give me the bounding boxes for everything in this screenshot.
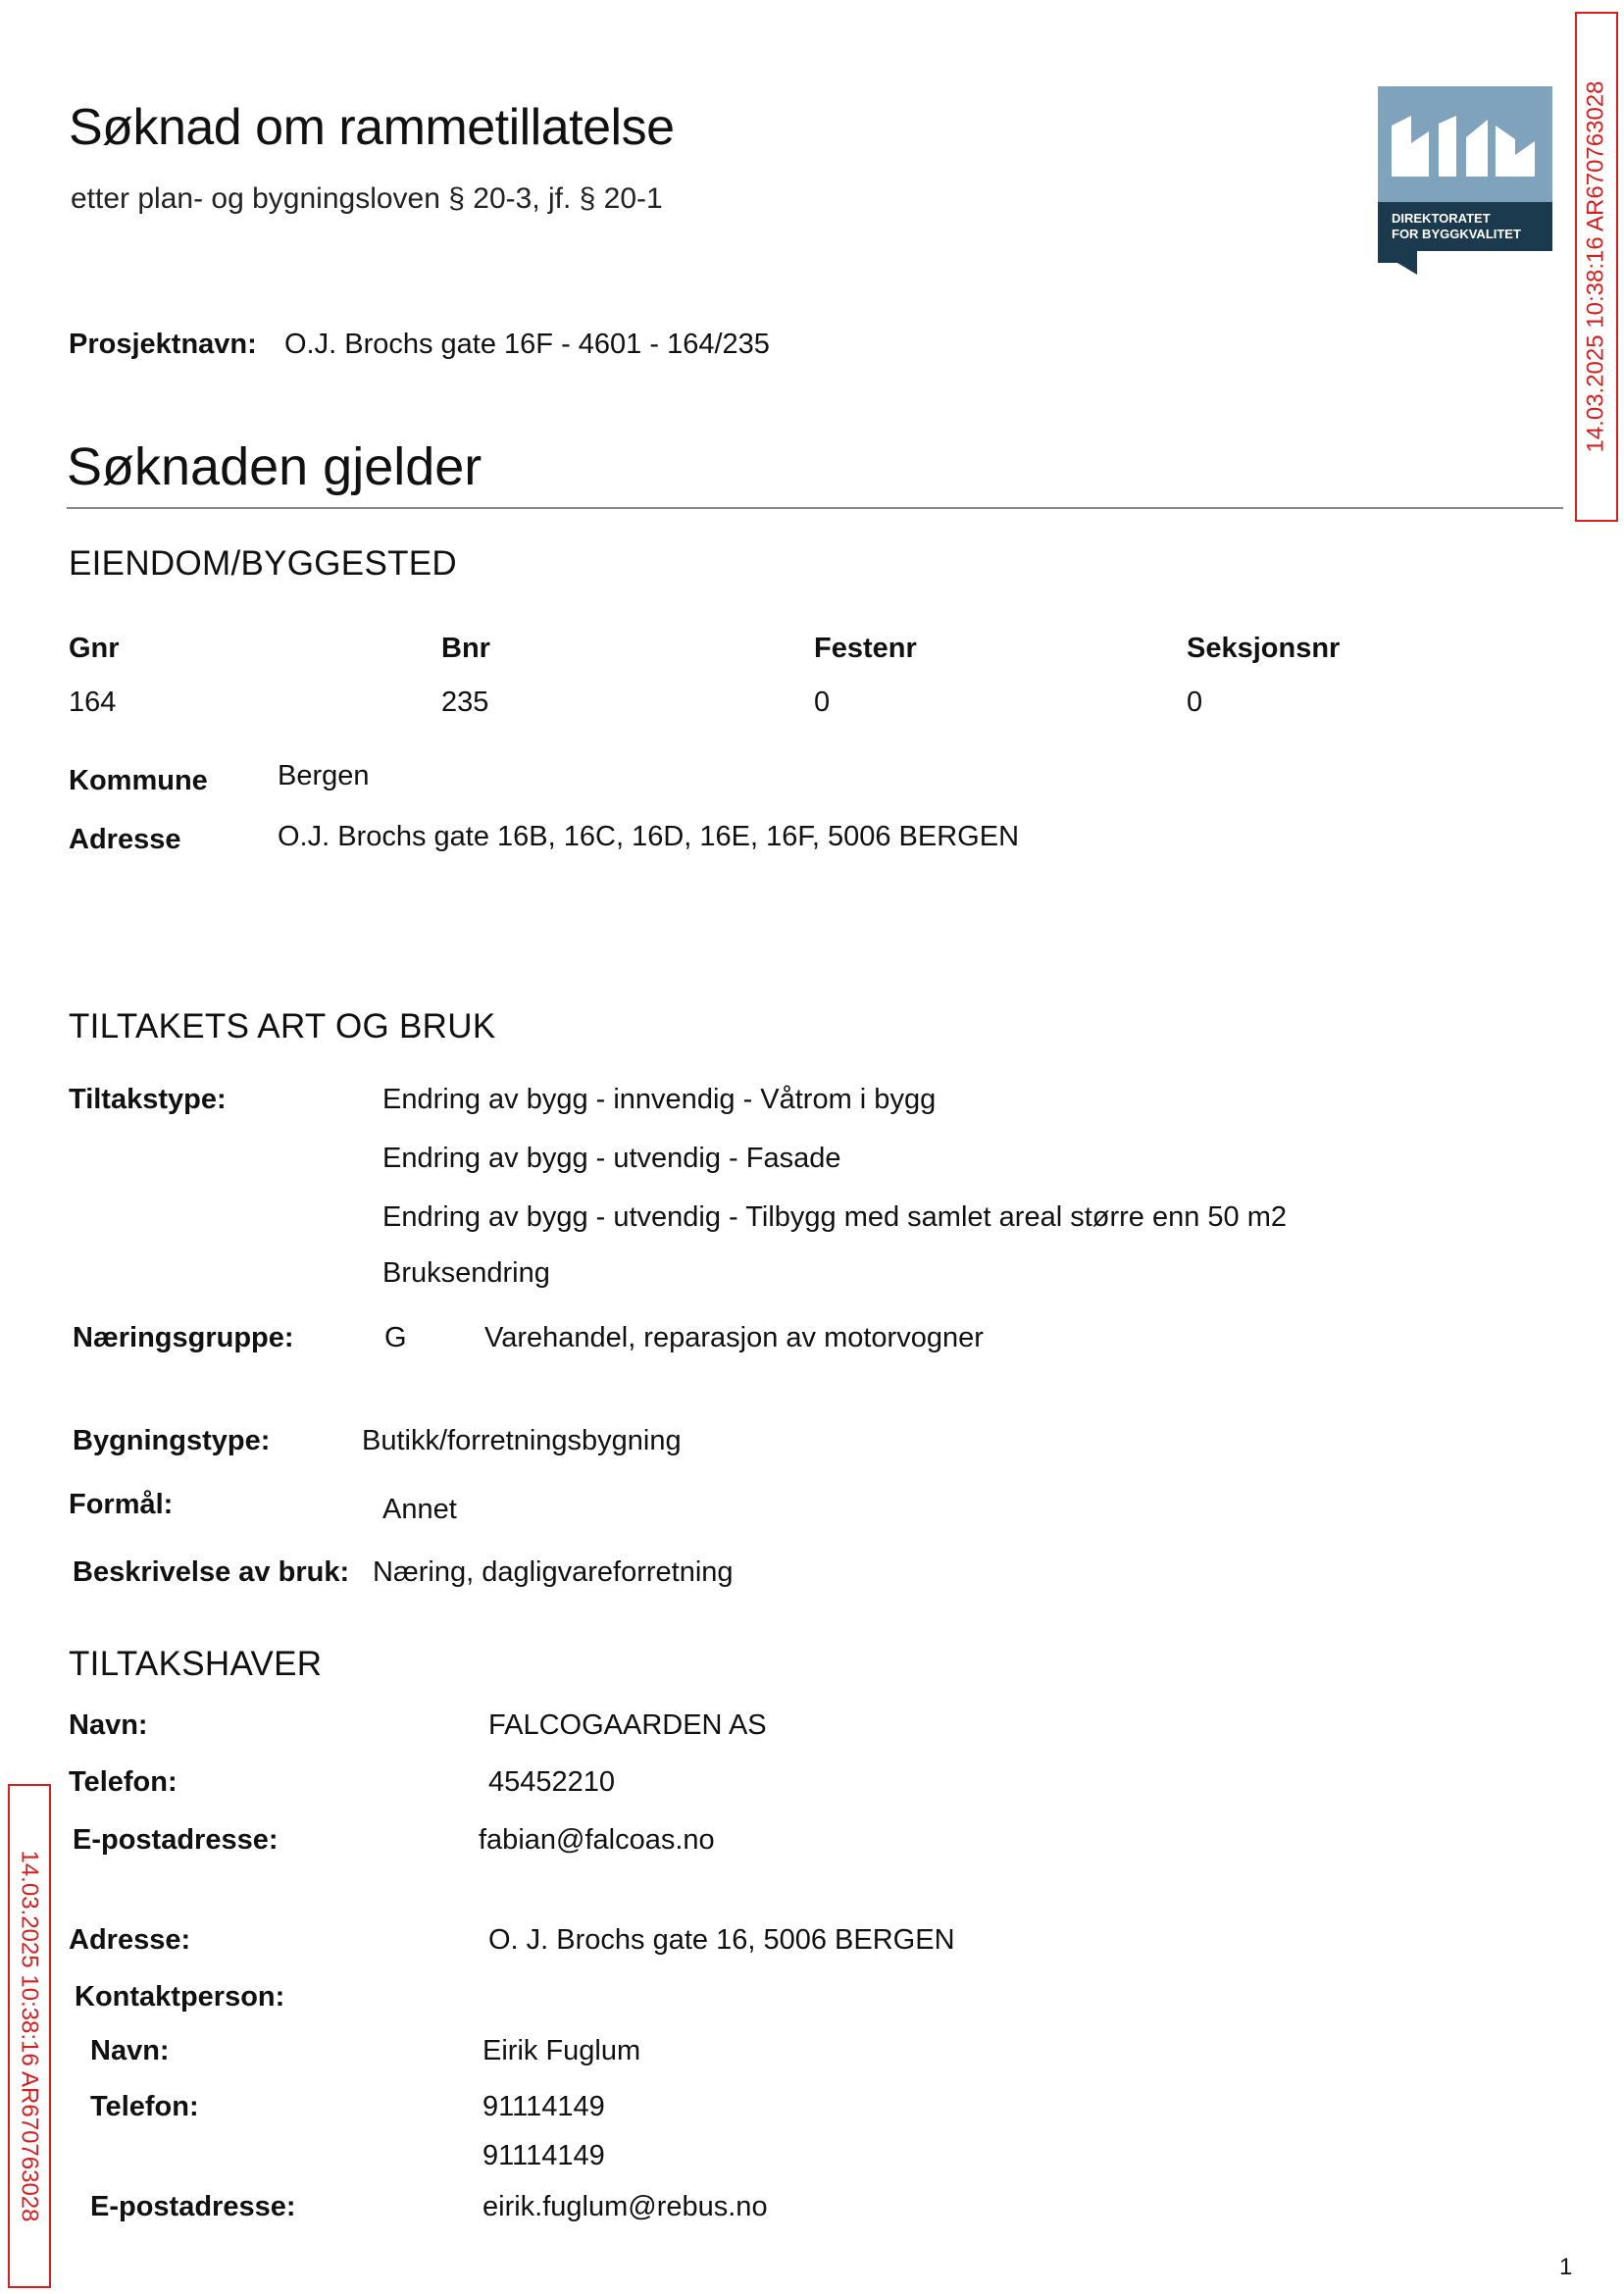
stamp-text: 14.03.2025 10:38:16 AR670763028 — [17, 1850, 43, 2222]
tiltakshaver-adresse-value: O. J. Brochs gate 16, 5006 BERGEN — [488, 1924, 955, 1956]
tiltakshaver-adresse-label: Adresse: — [69, 1924, 191, 1956]
beskrivelse-label: Beskrivelse av bruk: — [73, 1556, 350, 1588]
kontakt-telefon-value: 91114149 — [482, 2140, 605, 2171]
telefon-label: Telefon: — [69, 1766, 178, 1798]
gnr-label: Gnr — [69, 633, 120, 664]
kommune-label: Kommune — [69, 765, 208, 796]
logo-text-line1: DIREKTORATET — [1392, 211, 1491, 226]
bygningstype-value: Butikk/forretningsbygning — [362, 1425, 682, 1456]
tiltakshaver-heading: TILTAKSHAVER — [69, 1645, 323, 1683]
adresse-label: Adresse — [69, 824, 181, 855]
kontakt-navn-value: Eirik Fuglum — [482, 2035, 641, 2066]
epost-value: fabian@falcoas.no — [479, 1824, 715, 1856]
tiltak-heading: TILTAKETS ART OG BRUK — [69, 1007, 496, 1045]
dibk-logo — [1378, 86, 1552, 275]
navn-value: FALCOGAARDEN AS — [488, 1709, 767, 1741]
tiltakstype-item: Endring av bygg - utvendig - Tilbygg med samlet areal større enn 50 m2 — [382, 1201, 1288, 1233]
tiltakstype-item: Bruksendring — [382, 1257, 550, 1289]
seksjonsnr-value: 0 — [1187, 687, 1203, 718]
kontakt-epost-value: eirik.fuglum@rebus.no — [482, 2191, 768, 2222]
tiltakstype-item: Endring av bygg - innvendig - Våtrom i bygg — [382, 1084, 937, 1115]
section-divider — [67, 507, 1563, 509]
stamp-text: 14.03.2025 10:38:16 AR670763028 — [1583, 80, 1609, 453]
kontakt-telefon-value: 91114149 — [482, 2091, 605, 2122]
adresse-value: O.J. Brochs gate 16B, 16C, 16D, 16E, 16F, 5006 BERGEN — [278, 821, 1020, 852]
document-title: Søknad om rammetillatelse — [69, 99, 675, 156]
beskrivelse-value: Næring, dagligvareforretning — [373, 1556, 734, 1588]
tiltakstype-label: Tiltakstype: — [69, 1084, 227, 1115]
project-label: Prosjektnavn: — [69, 329, 257, 360]
kontaktperson-label: Kontaktperson: — [75, 1981, 285, 2013]
formaal-value: Annet — [382, 1494, 457, 1525]
logo-text-line2: FOR BYGGKVALITET — [1392, 227, 1521, 241]
naeringsgruppe-code: G — [384, 1322, 407, 1353]
kommune-value: Bergen — [278, 760, 370, 791]
kontakt-telefon-label: Telefon: — [90, 2091, 199, 2122]
project-value: O.J. Brochs gate 16F - 4601 - 164/235 — [284, 329, 770, 360]
section-title: Søknaden gjelder — [67, 437, 482, 496]
festenr-value: 0 — [814, 687, 831, 718]
telefon-value: 45452210 — [488, 1766, 616, 1798]
formaal-label: Formål: — [69, 1489, 174, 1520]
navn-label: Navn: — [69, 1709, 148, 1741]
naeringsgruppe-label: Næringsgruppe: — [73, 1322, 294, 1353]
bnr-value: 235 — [441, 687, 489, 718]
page-number: 1 — [1559, 2254, 1573, 2280]
property-heading: EIENDOM/BYGGESTED — [69, 544, 457, 583]
document-subtitle: etter plan- og bygningsloven § 20-3, jf. § 20-1 — [71, 182, 663, 215]
seksjonsnr-label: Seksjonsnr — [1187, 633, 1341, 664]
gnr-value: 164 — [69, 687, 117, 718]
received-stamp-left — [8, 1784, 51, 2288]
festenr-label: Festenr — [814, 633, 917, 664]
kontakt-navn-label: Navn: — [90, 2035, 170, 2066]
received-stamp-top — [1575, 12, 1618, 522]
bygningstype-label: Bygningstype: — [73, 1425, 271, 1456]
tiltakstype-item: Endring av bygg - utvendig - Fasade — [382, 1143, 841, 1174]
kontakt-epost-label: E-postadresse: — [90, 2191, 296, 2222]
epost-label: E-postadresse: — [73, 1824, 279, 1856]
bnr-label: Bnr — [441, 633, 490, 664]
naeringsgruppe-value: Varehandel, reparasjon av motorvogner — [484, 1322, 984, 1353]
